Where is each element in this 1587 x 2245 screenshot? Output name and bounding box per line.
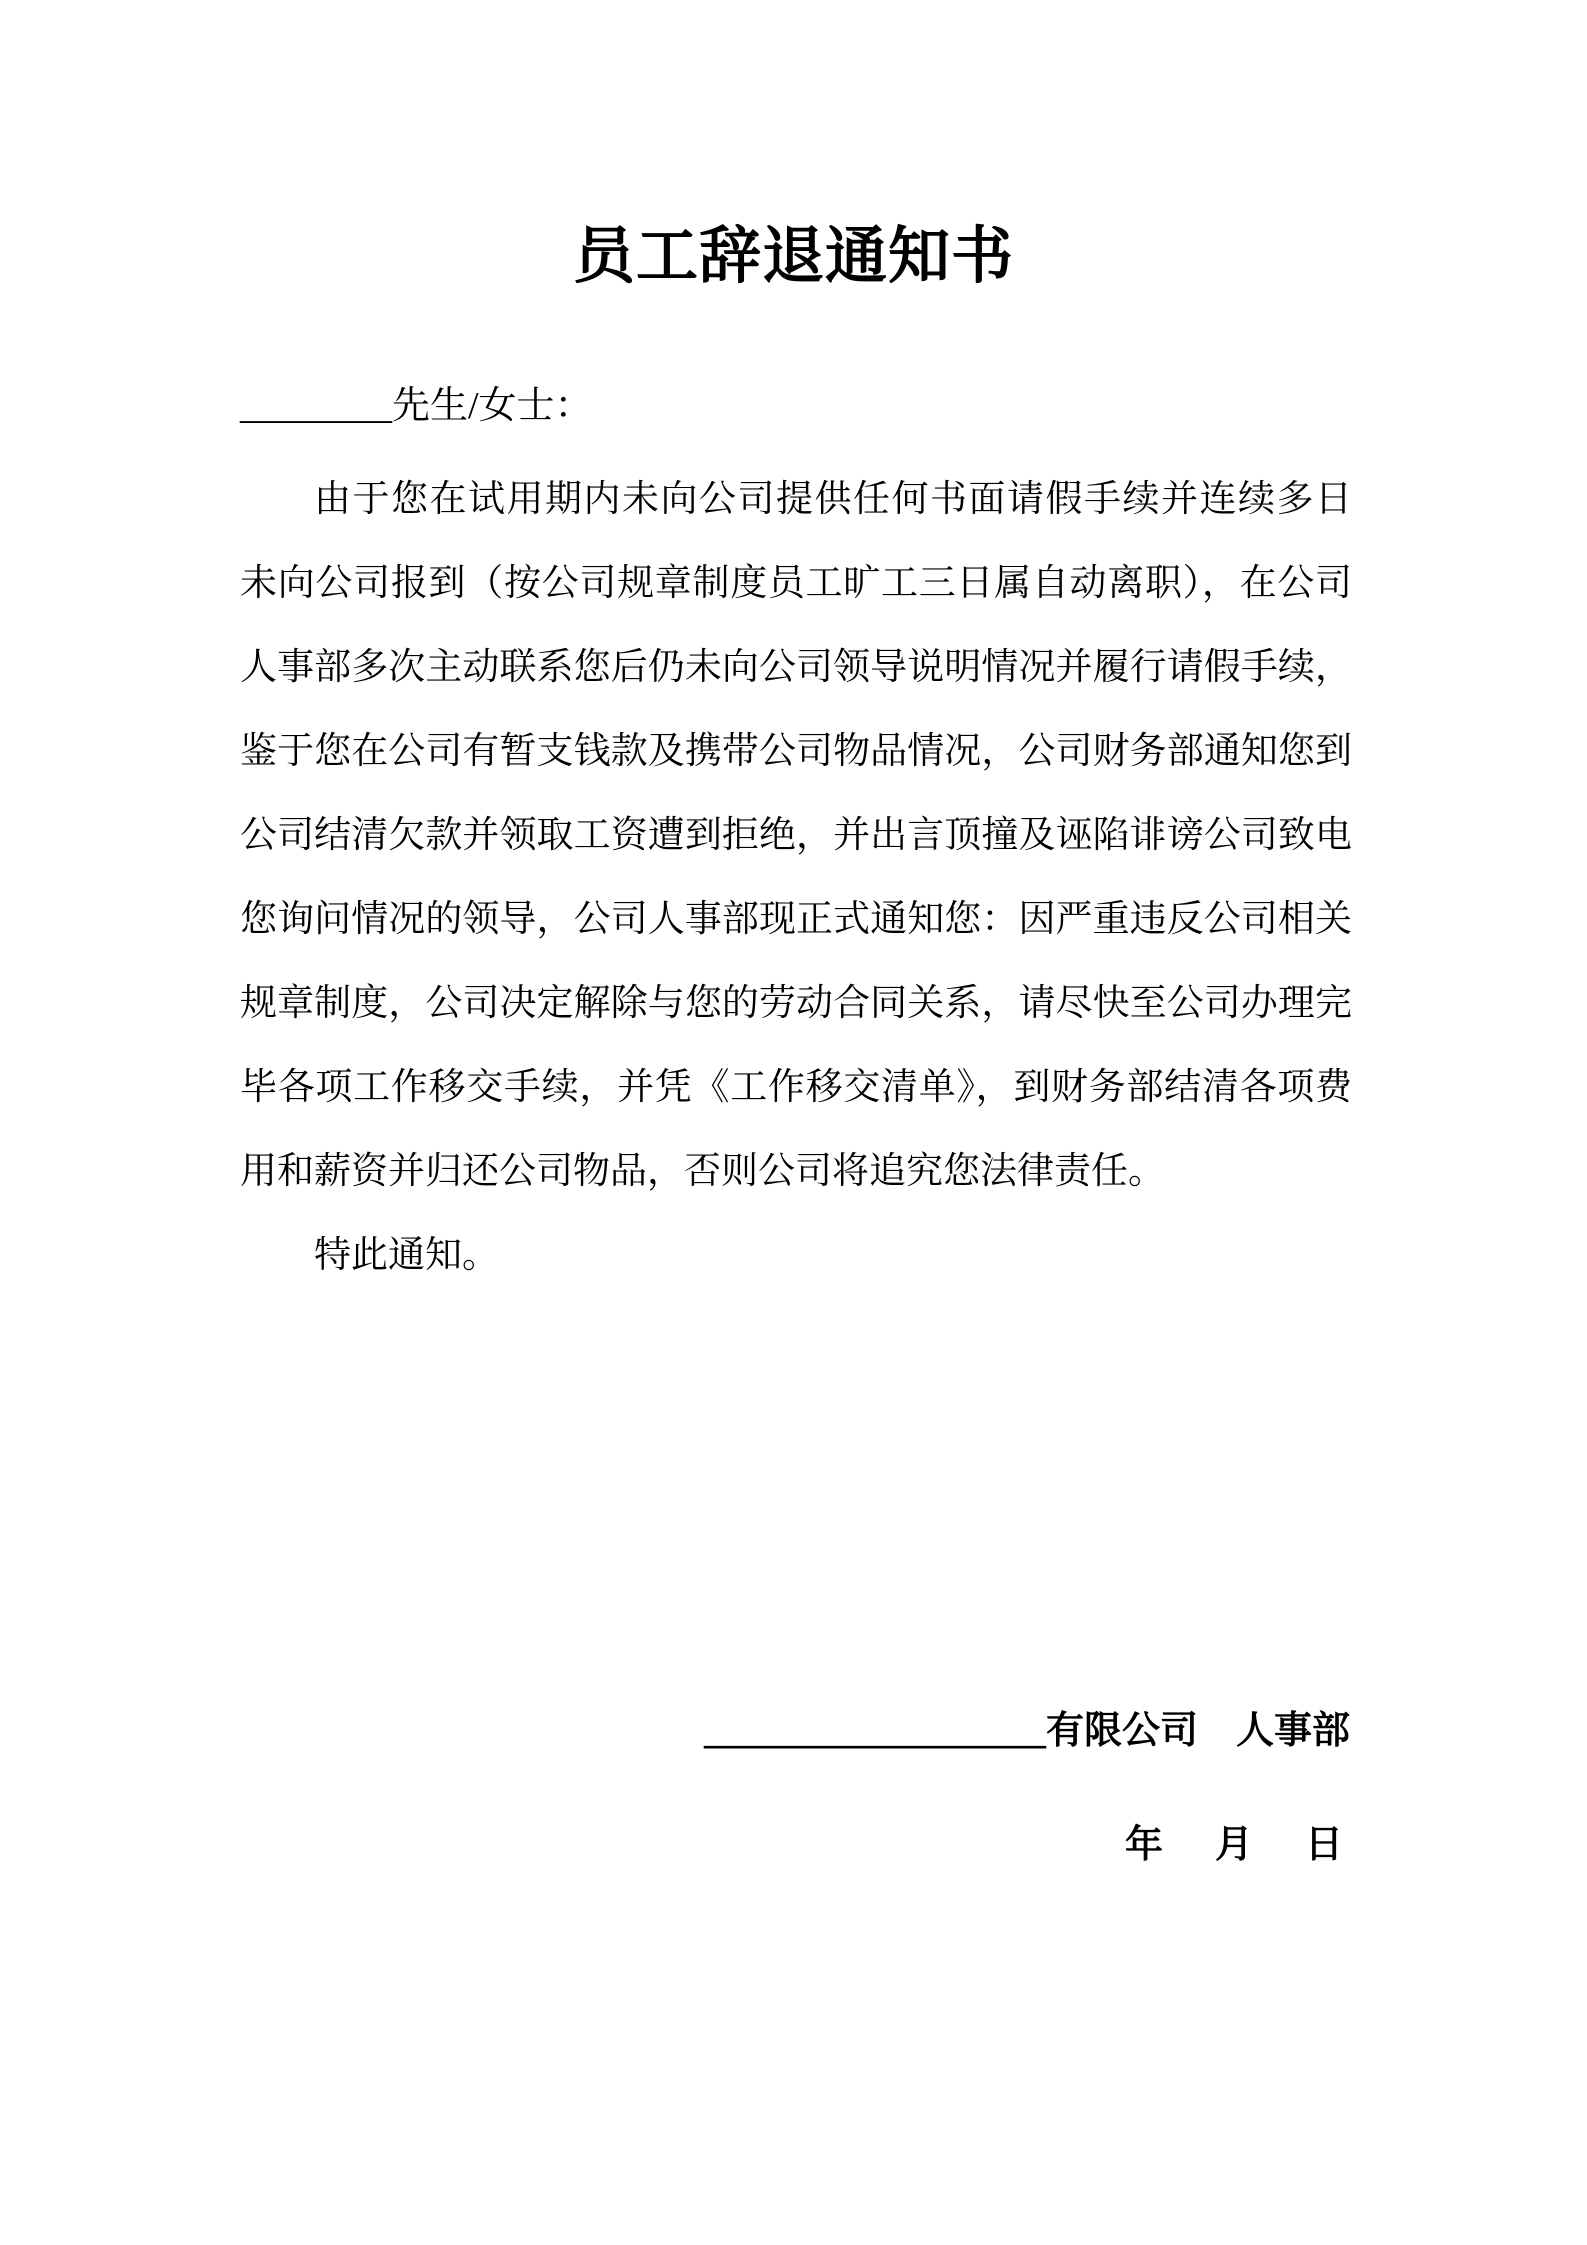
body-line: 由于您在试用期内未向公司提供任何书面请假手续并连续多日 (314, 479, 1352, 520)
document-title: 员工辞退通知书 (572, 223, 1014, 291)
body-line: 鉴于您在公司有暂支钱款及携带公司物品情况，公司财务部通知您到 (240, 731, 1352, 772)
signature-company-line (704, 1689, 1350, 1773)
body-line: 毕各项工作移交手续，并凭《工作移交清单》，到财务部结清各项费 (240, 1067, 1352, 1108)
body-line: 人事部多次主动联系您后仍未向公司领导说明情况并履行请假手续， (240, 647, 1352, 688)
body-paragraph (240, 458, 1352, 1214)
company-name-blank: __________________ (703, 1710, 1046, 1752)
salutation-text: 先生/女士： (392, 385, 593, 427)
company-suffix-text: 有限公司 人事部 (1045, 1710, 1350, 1752)
salutation-line (240, 381, 593, 431)
body-line: 用和薪资并归还公司物品，否则公司将追究您法律责任。 (240, 1151, 1165, 1192)
body-line: 公司结清欠款并领取工资遭到拒绝，并出言顶撞及诬陷诽谤公司致电 (240, 815, 1352, 856)
signature-date-line: 年 月 日 (1124, 1824, 1350, 1866)
closing-line: 特此通知。 (314, 1235, 499, 1276)
recipient-name-blank: ________ (240, 385, 392, 427)
body-line: 您询问情况的领导，公司人事部现正式通知您：因严重违反公司相关 (240, 899, 1352, 940)
body-line: 未向公司报到（按公司规章制度员工旷工三日属自动离职），在公司 (240, 563, 1352, 604)
body-line: 规章制度，公司决定解除与您的劳动合同关系，请尽快至公司办理完 (240, 983, 1352, 1024)
